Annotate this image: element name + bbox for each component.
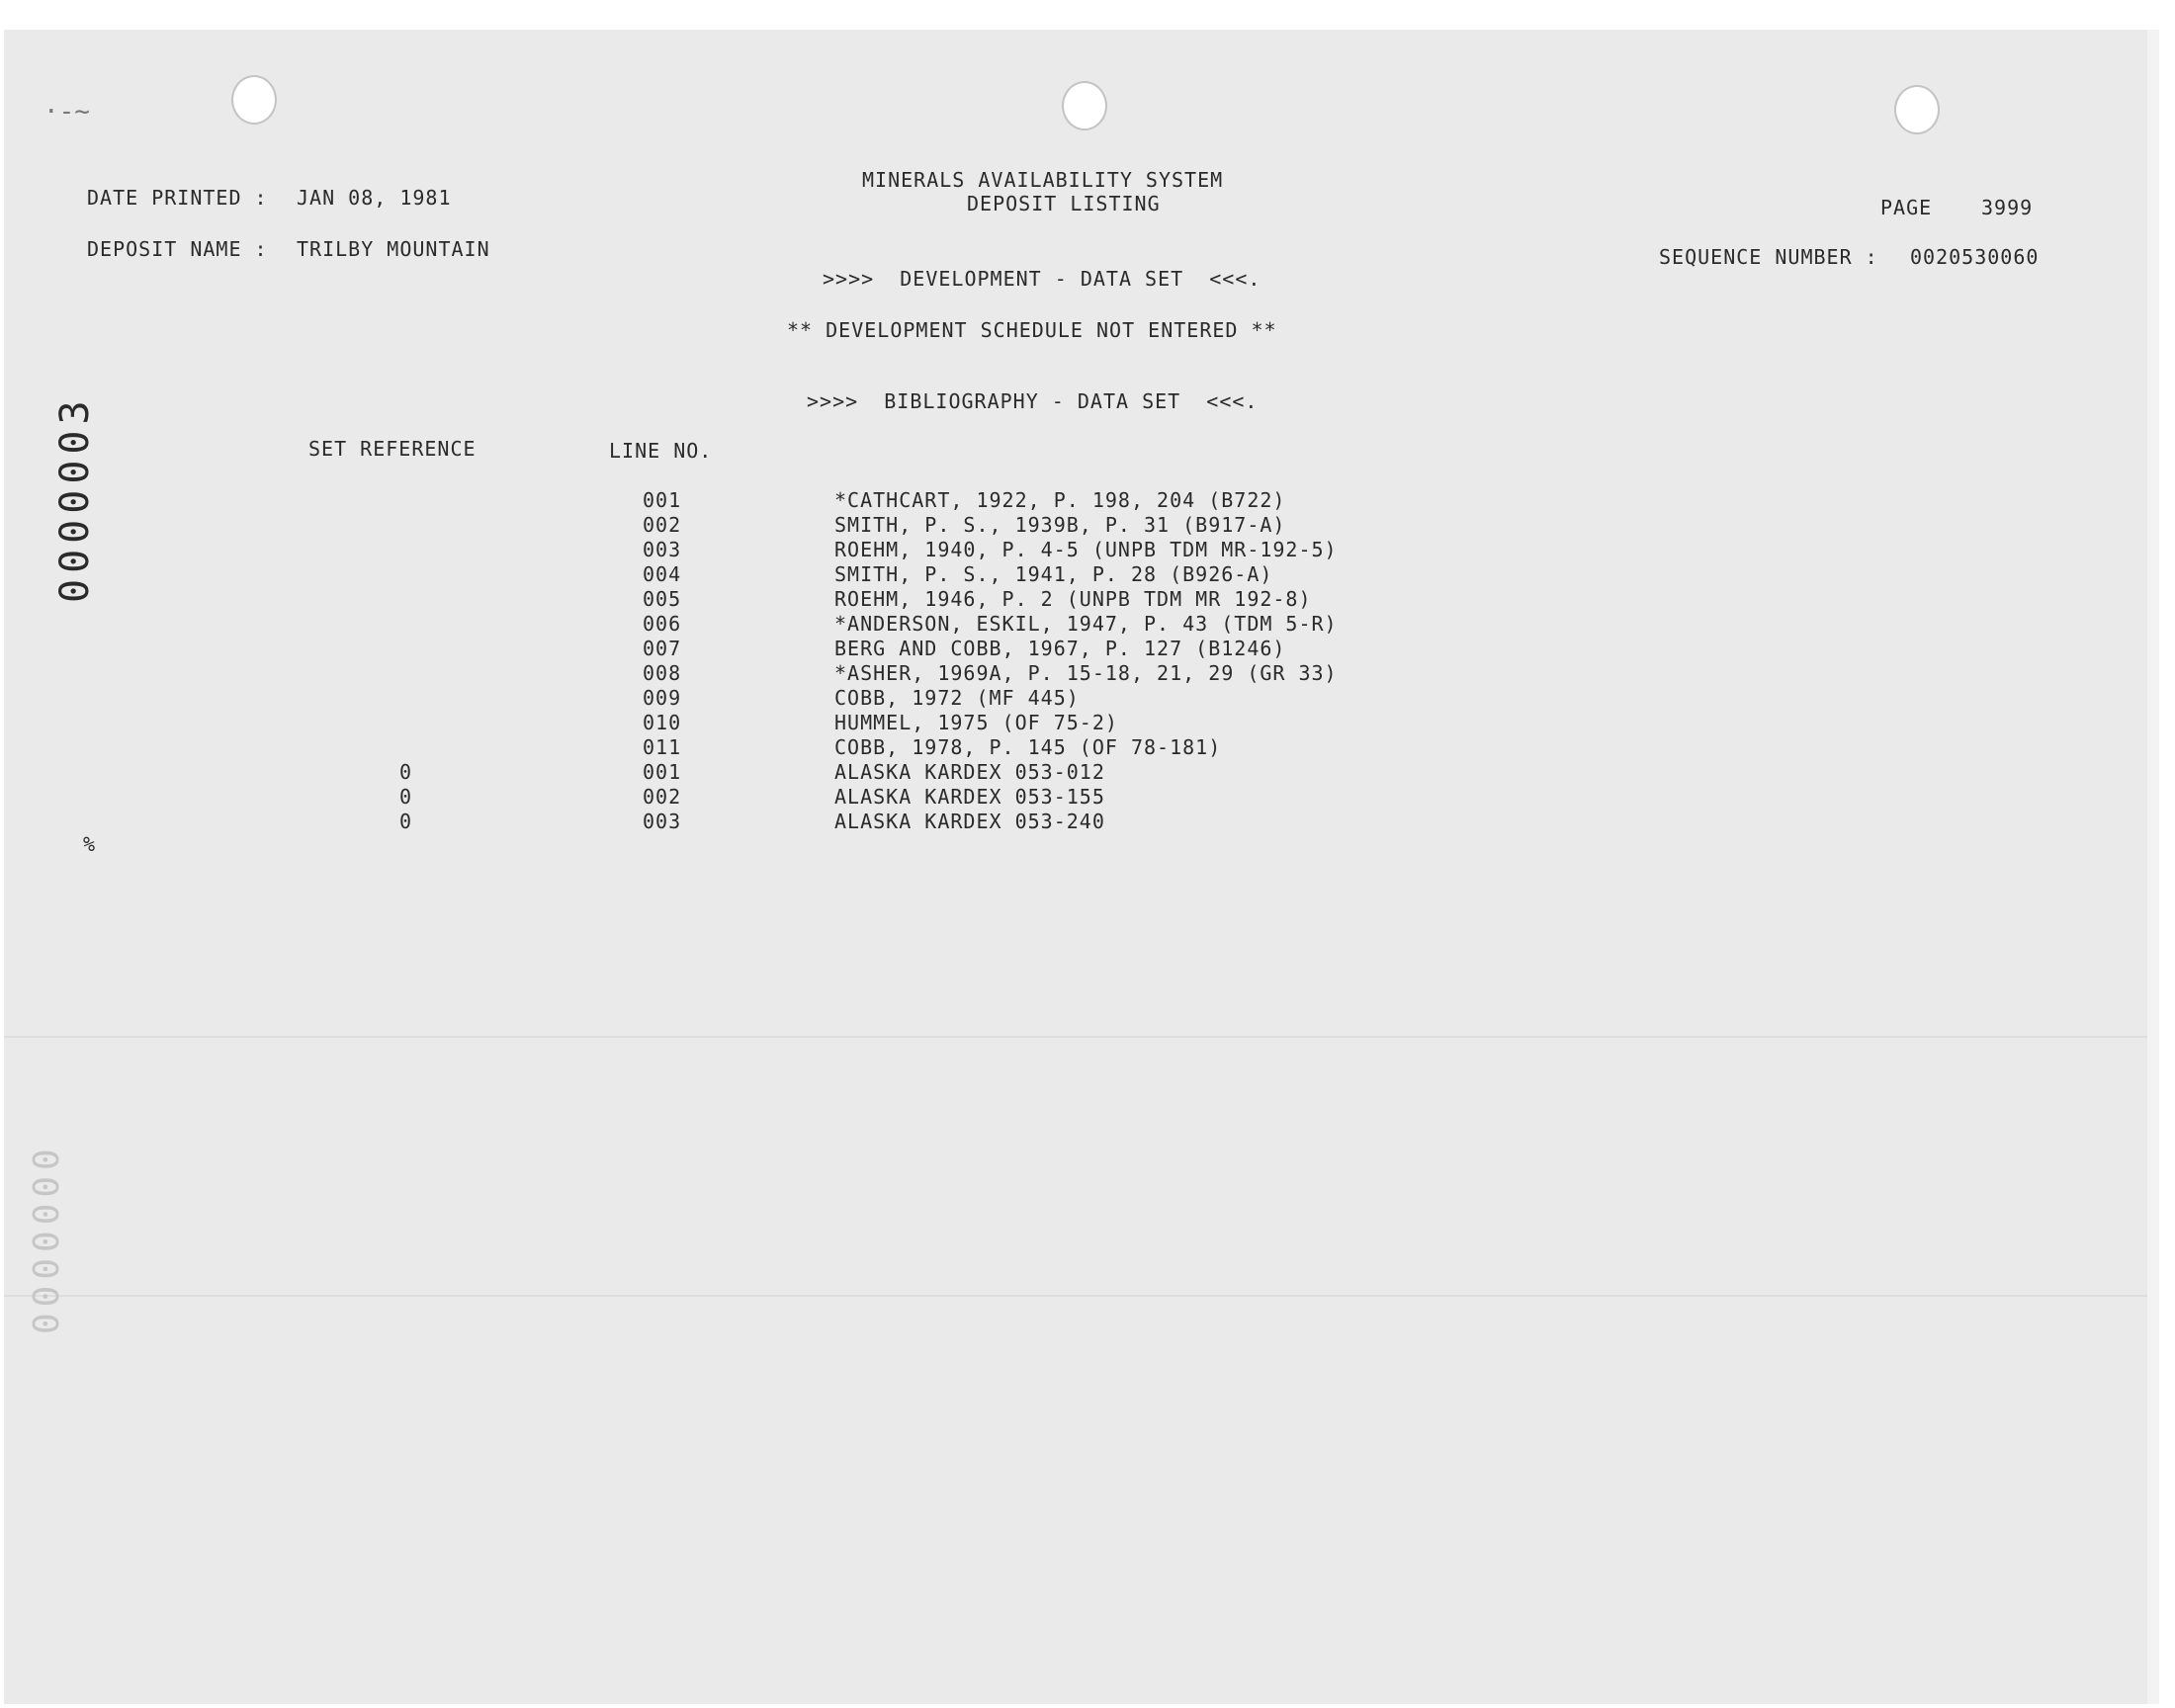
punch-hole-left bbox=[231, 75, 277, 125]
line-number-cell: 002 bbox=[643, 785, 682, 809]
system-title: MINERALS AVAILABILITY SYSTEM bbox=[862, 168, 1224, 192]
line-number-cell: 008 bbox=[643, 661, 682, 685]
line-number-cell: 006 bbox=[643, 612, 682, 636]
date-printed-value: JAN 08, 1981 bbox=[297, 186, 452, 210]
punch-hole-center bbox=[1062, 81, 1107, 130]
page-number: 3999 bbox=[1981, 196, 2034, 219]
reference-text-cell: ROEHM, 1940, P. 4-5 (UNPB TDM MR-192-5) bbox=[834, 538, 1338, 561]
sequence-number-label: SEQUENCE NUMBER : bbox=[1659, 245, 1878, 269]
deposit-name-value: TRILBY MOUNTAIN bbox=[297, 237, 490, 261]
line-number-cell: 005 bbox=[643, 587, 682, 611]
reference-text-cell: ALASKA KARDEX 053-155 bbox=[834, 785, 1105, 809]
fold-line bbox=[4, 1036, 2159, 1038]
end-of-listing-mark: % bbox=[83, 832, 97, 856]
reference-text-cell: ALASKA KARDEX 053-012 bbox=[834, 760, 1105, 784]
deposit-name-label: DEPOSIT NAME : bbox=[87, 237, 268, 261]
sequence-number-value: 0020530060 bbox=[1910, 245, 2040, 269]
side-stamp-number: 0000003 bbox=[52, 394, 98, 603]
reference-text-cell: SMITH, P. S., 1941, P. 28 (B926-A) bbox=[834, 562, 1273, 586]
line-number-cell: 003 bbox=[643, 538, 682, 561]
fold-line bbox=[4, 1295, 2159, 1297]
date-printed-label: DATE PRINTED : bbox=[87, 186, 268, 210]
reference-text-cell: *ASHER, 1969A, P. 15-18, 21, 29 (GR 33) bbox=[834, 661, 1338, 685]
column-header-line-no: LINE NO. bbox=[609, 439, 713, 463]
line-number-cell: 003 bbox=[643, 810, 682, 833]
reference-text-cell: *ANDERSON, ESKIL, 1947, P. 43 (TDM 5-R) bbox=[834, 612, 1338, 636]
reference-text-cell: COBB, 1972 (MF 445) bbox=[834, 686, 1080, 710]
set-reference-cell: 0 bbox=[399, 785, 413, 809]
document-page bbox=[4, 30, 2159, 1704]
line-number-cell: 009 bbox=[643, 686, 682, 710]
line-number-cell: 007 bbox=[643, 637, 682, 660]
smudge-mark: ·-~ bbox=[44, 97, 90, 127]
line-number-cell: 011 bbox=[643, 735, 682, 759]
bibliography-heading: >>>> BIBLIOGRAPHY - DATA SET <<<. bbox=[807, 389, 1259, 413]
line-number-cell: 001 bbox=[643, 760, 682, 784]
development-heading: >>>> DEVELOPMENT - DATA SET <<<. bbox=[823, 267, 1262, 291]
reference-text-cell: BERG AND COBB, 1967, P. 127 (B1246) bbox=[834, 637, 1286, 660]
reference-text-cell: *CATHCART, 1922, P. 198, 204 (B722) bbox=[834, 488, 1286, 512]
reference-text-cell: COBB, 1978, P. 145 (OF 78-181) bbox=[834, 735, 1222, 759]
column-header-set-reference: SET REFERENCE bbox=[308, 437, 477, 461]
side-stamp-ghost: 0000000 bbox=[27, 1143, 67, 1334]
line-number-cell: 010 bbox=[643, 711, 682, 734]
reference-text-cell: SMITH, P. S., 1939B, P. 31 (B917-A) bbox=[834, 513, 1286, 537]
page-edge bbox=[2147, 30, 2159, 1704]
line-number-cell: 004 bbox=[643, 562, 682, 586]
set-reference-cell: 0 bbox=[399, 760, 413, 784]
line-number-cell: 002 bbox=[643, 513, 682, 537]
page-label: PAGE bbox=[1880, 196, 1933, 219]
reference-text-cell: ALASKA KARDEX 053-240 bbox=[834, 810, 1105, 833]
set-reference-cell: 0 bbox=[399, 810, 413, 833]
line-number-cell: 001 bbox=[643, 488, 682, 512]
development-note: ** DEVELOPMENT SCHEDULE NOT ENTERED ** bbox=[787, 318, 1277, 342]
reference-text-cell: ROEHM, 1946, P. 2 (UNPB TDM MR 192-8) bbox=[834, 587, 1312, 611]
reference-text-cell: HUMMEL, 1975 (OF 75-2) bbox=[834, 711, 1118, 734]
listing-title: DEPOSIT LISTING bbox=[967, 192, 1161, 215]
punch-hole-right bbox=[1894, 85, 1940, 134]
